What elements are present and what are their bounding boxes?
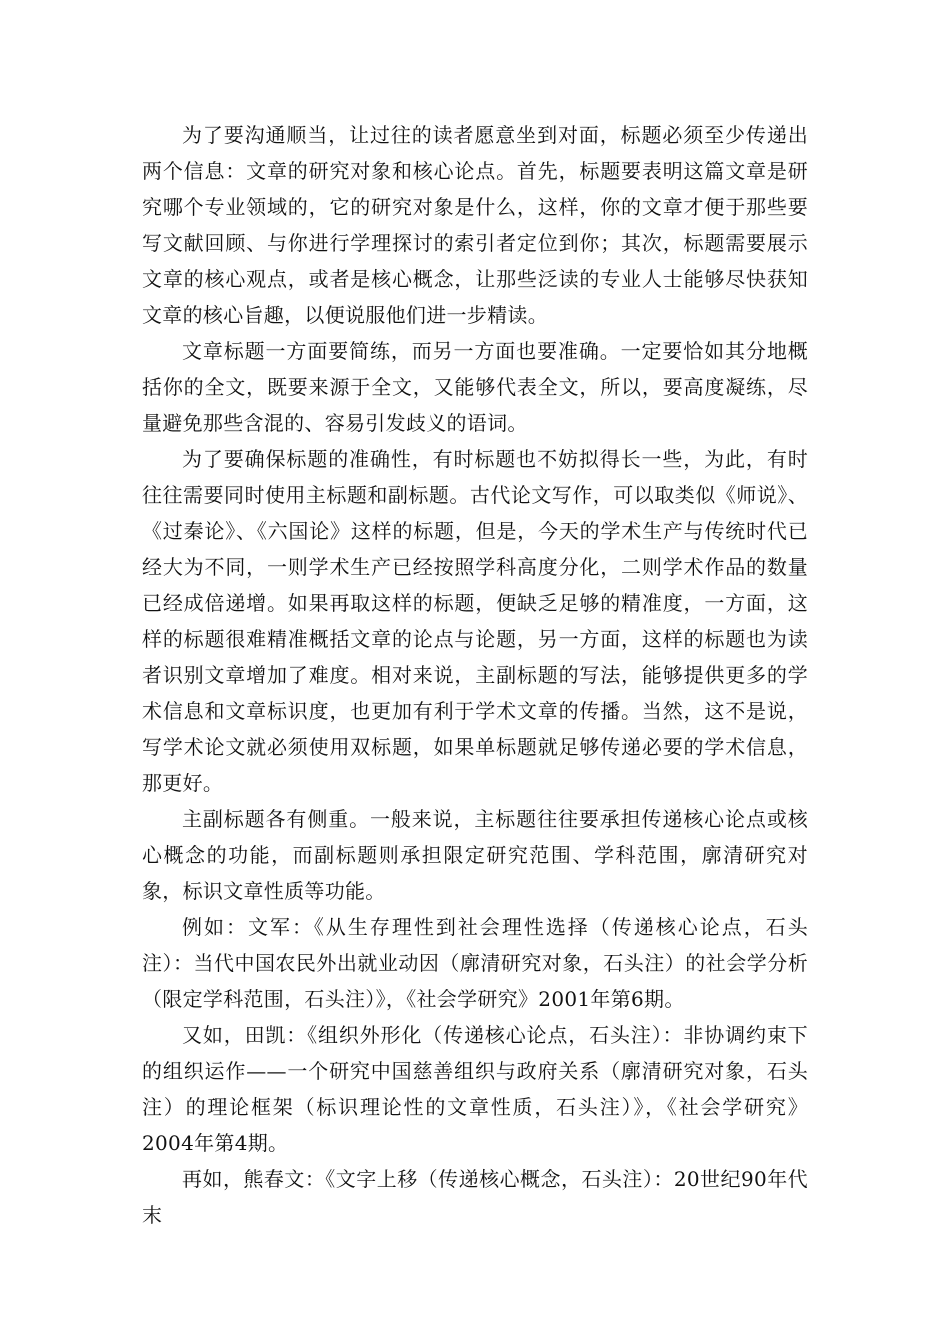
paragraph-title-functions: 为了要沟通顺当，让过往的读者愿意坐到对面，标题必须至少传递出两个信息：文章的研究对象和核心论点。首先，标题要表明这篇文章是研究哪个专业领域的，它的研究对象是什么，这样，你的文章才便于那些要写文献回顾、与你进行学理探讨的索引者定位到你；其次，标题需要展示文章的核心观点，或者是核心概念，让那些泛读的专业人士能够尽快获知文章的核心旨趣，以便说服他们进一步精读。 — [142, 123, 808, 327]
paragraph-example-1: 例如：文军：《从生存理性到社会理性选择（传递核心论点，石头注）：当代中国农民外出就业动因（廓清研究对象，石头注）的社会学分析（限定学科范围，石头注）》，《社会学研究》2001年第6期。 — [142, 915, 808, 1011]
paragraph-main-subtitle-roles: 主副标题各有侧重。一般来说，主标题往往要承担传递核心论点或核心概念的功能，而副标题则承担限定研究范围、学科范围，廓清研究对象，标识文章性质等功能。 — [142, 807, 808, 903]
paragraph-title-concise: 文章标题一方面要简练，而另一方面也要准确。一定要恰如其分地概括你的全文，既要来源于全文，又能够代表全文，所以，要高度凝练，尽量避免那些含混的、容易引发歧义的语词。 — [142, 339, 808, 435]
document-body — [142, 117, 808, 1233]
paragraph-title-accuracy: 为了要确保标题的准确性，有时标题也不妨拟得长一些，为此，有时往往需要同时使用主标题和副标题。古代论文写作，可以取类似《师说》、《过秦论》、《六国论》这样的标题，但是，今天的学术生产与传统时代已经大为不同，一则学术生产已经按照学科高度分化，二则学术作品的数量已经成倍递增。如果再取这样的标题，便缺乏足够的精准度，一方面，这样的标题很难精准概括文章的论点与论题，另一方面，这样的标题也为读者识别文章增加了难度。相对来说，主副标题的写法，能够提供更多的学术信息和文章标识度，也更加有利于学术文章的传播。当然，这不是说，写学术论文就必须使用双标题，如果单标题就足够传递必要的学术信息，那更好。 — [142, 447, 808, 795]
paragraph-example-3: 再如，熊春文：《文字上移（传递核心概念，石头注）：20世纪90年代末 — [142, 1167, 808, 1227]
paragraph-example-2: 又如，田凯：《组织外形化（传递核心论点，石头注）：非协调约束下的组织运作——一个研究中国慈善组织与政府关系（廓清研究对象，石头注）的理论框架（标识理论性的文章性质，石头注）》，《社会学研究》2004年第4期。 — [142, 1023, 808, 1155]
